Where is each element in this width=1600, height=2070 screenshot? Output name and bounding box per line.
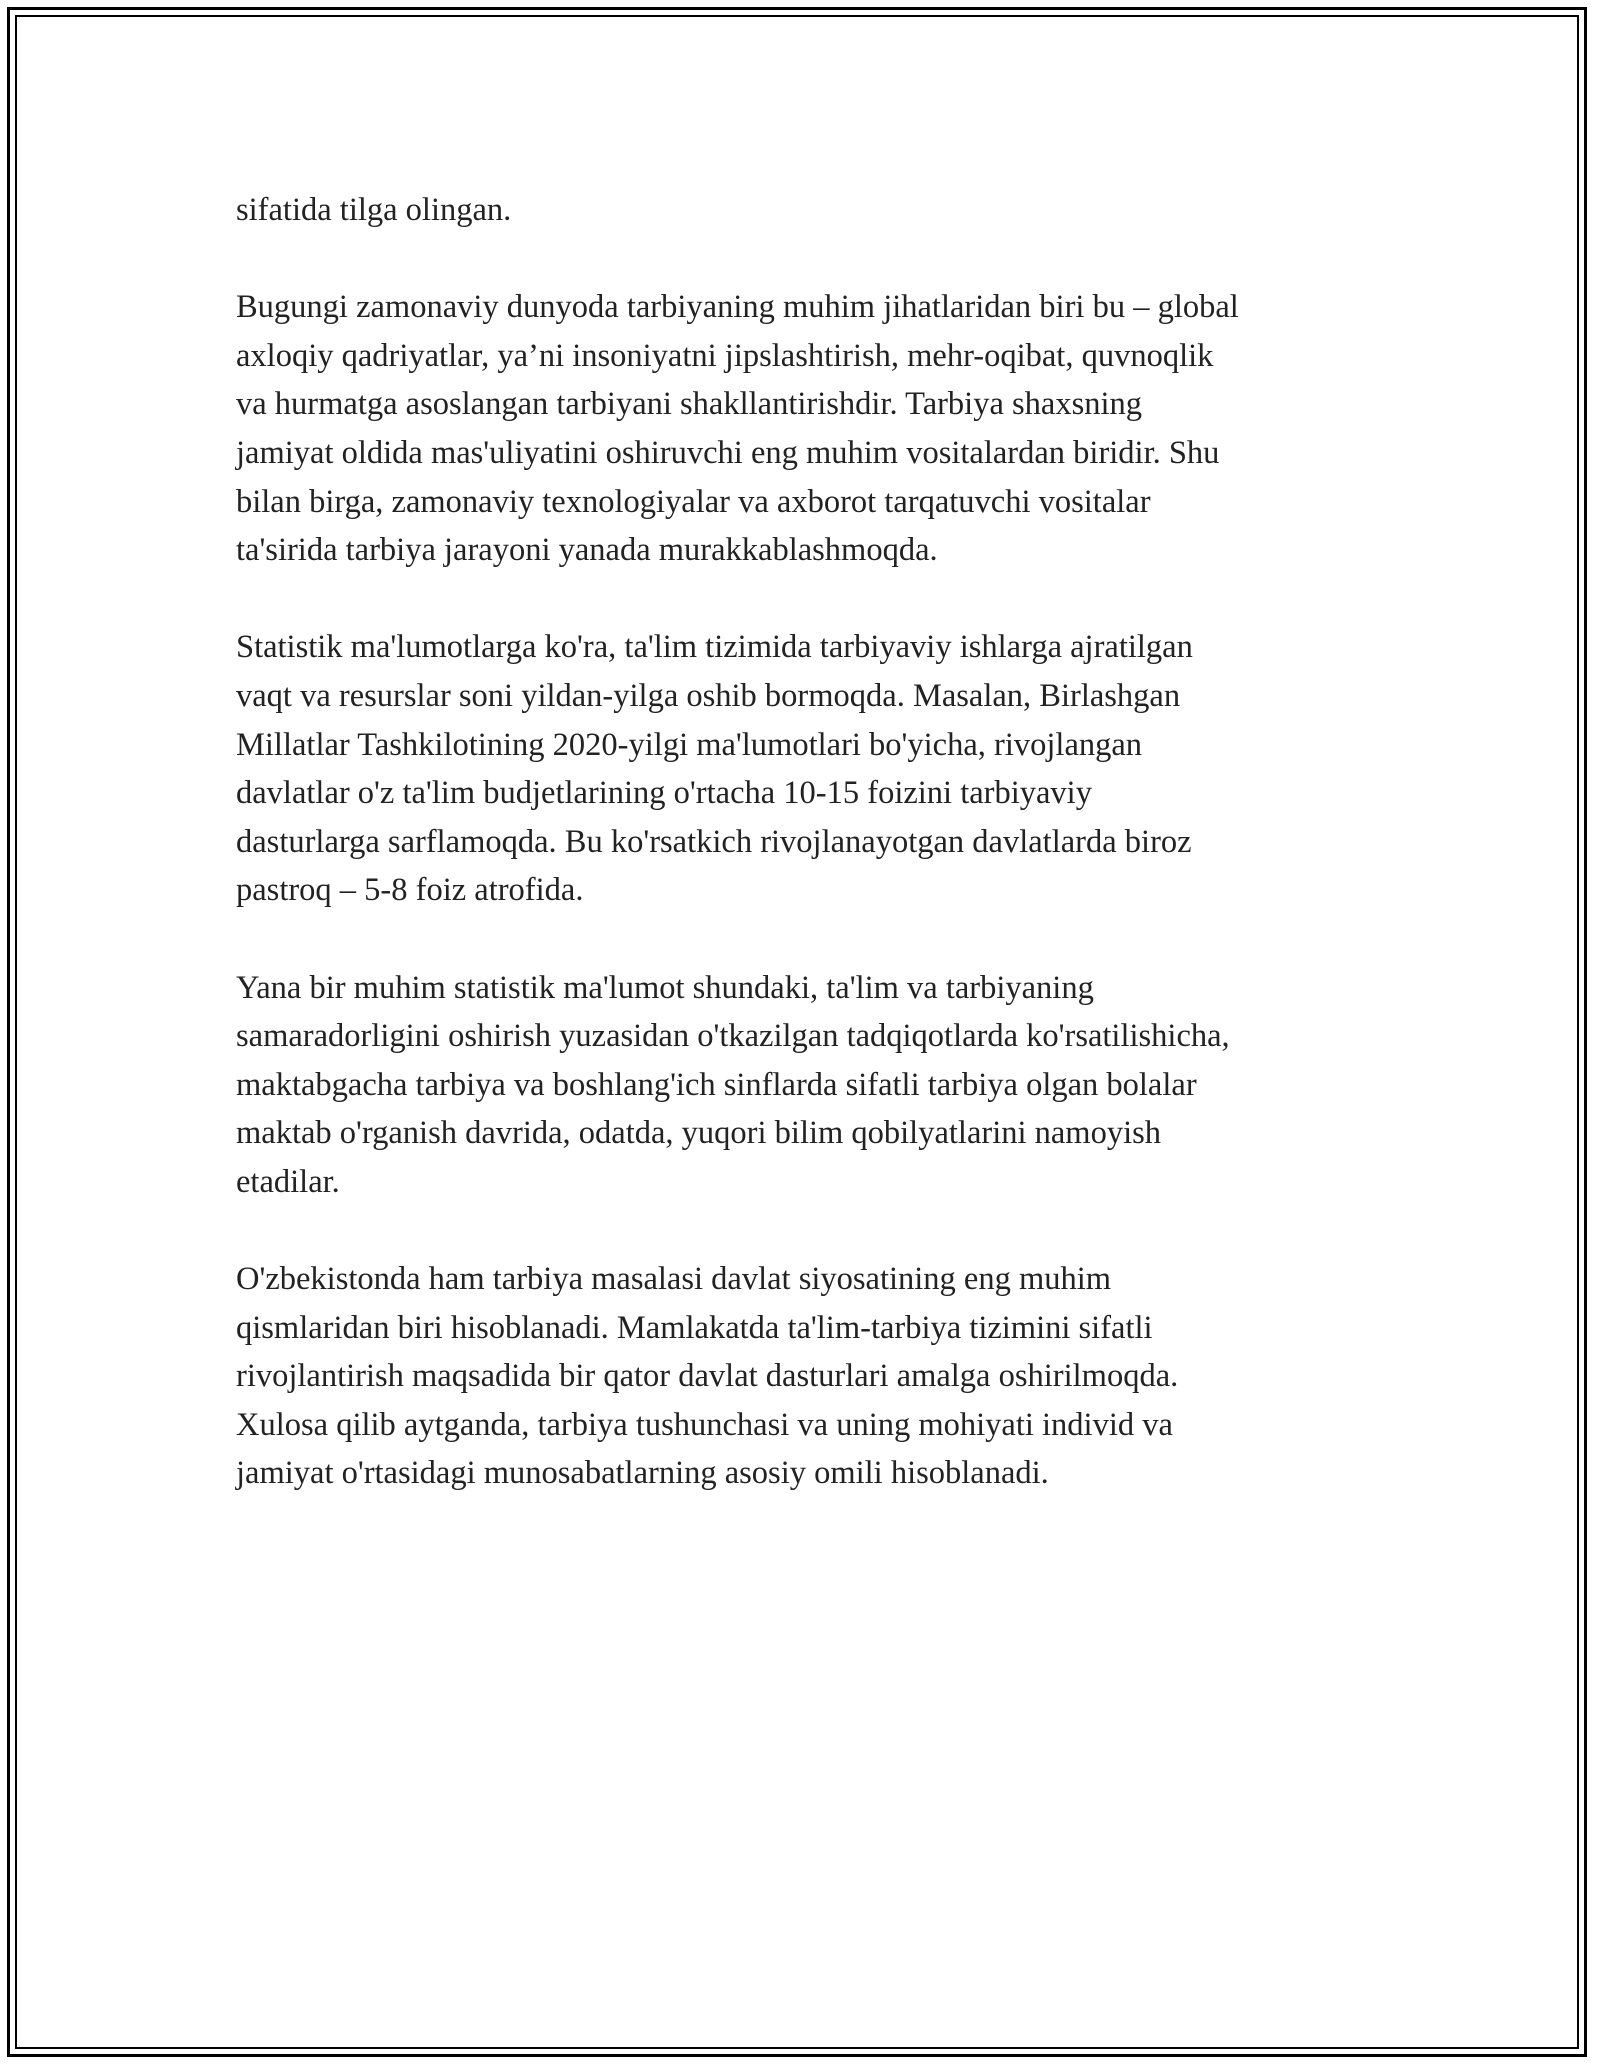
text-line: Yana bir muhim statistik ma'lumot shundaki, ta'lim va tarbiyaning [236,969,1094,1006]
paragraph-2 [236,283,1386,575]
text-line: pastroq – 5-8 foiz atrofida. [236,872,584,909]
document-body [236,186,1386,1547]
text-line: Xulosa qilib aytganda, tarbiya tushunchasi va uning mohiyati individ va [236,1406,1173,1443]
text-line: vaqt va resurslar soni yildan-yilga oshib bormoqda. Masalan, Birlashgan [236,677,1181,714]
text-line: O'zbekistonda ham tarbiya masalasi davlat siyosatining eng muhim [236,1261,1112,1298]
text-line: samaradorligini oshirish yuzasidan o'tkazilgan tadqiqotlarda ko'rsatilishicha, [236,1018,1230,1055]
text-line: Statistik ma'lumotlarga ko'ra, ta'lim tizimida tarbiyaviy ishlarga ajratilgan [236,629,1193,666]
text-line: qismlaridan biri hisoblanadi. Mamlakatda ta'lim-tarbiya tizimini sifatli [236,1309,1153,1346]
text-line: va hurmatga asoslangan tarbiyani shakllantirishdir. Tarbiya shaxsning [236,386,1143,423]
text-line: maktabgacha tarbiya va boshlang'ich sinflarda sifatli tarbiya olgan bolalar [236,1066,1197,1103]
text-line: Bugungi zamonaviy dunyoda tarbiyaning muhim jihatlaridan biri bu – global [236,289,1239,326]
text-line: sifatida tilga olingan. [236,192,512,228]
paragraph-1 [236,186,1386,235]
text-line: jamiyat oldida mas'uliyatini oshiruvchi eng muhim vositalardan biridir. Shu [236,434,1220,471]
text-line: etadilar. [236,1163,340,1200]
text-line: rivojlantirish maqsadida bir qator davlat dasturlari amalga oshirilmoqda. [236,1358,1179,1395]
text-line: ta'sirida tarbiya jarayoni yanada murakkablashmoqda. [236,532,938,569]
text-line: jamiyat o'rtasidagi munosabatlarning asosiy omili hisoblanadi. [236,1455,1049,1492]
paragraph-5 [236,1255,1386,1498]
text-line: axloqiy qadriyatlar, ya’ni insoniyatni jipslashtirish, mehr-oqibat, quvnoqlik [236,337,1214,374]
text-line: Millatlar Tashkilotining 2020-yilgi ma'lumotlari bo'yicha, rivojlangan [236,726,1143,763]
text-line: bilan birga, zamonaviy texnologiyalar va axborot tarqatuvchi vositalar [236,483,1151,520]
paragraph-4 [236,964,1386,1207]
text-line: davlatlar o'z ta'lim budjetlarining o'rtacha 10-15 foizini tarbiyaviy [236,775,1092,812]
text-line: dasturlarga sarflamoqda. Bu ko'rsatkich rivojlanayotgan davlatlarda biroz [236,823,1192,860]
text-line: maktab o'rganish davrida, odatda, yuqori bilim qobilyatlarini namoyish [236,1115,1162,1152]
paragraph-3 [236,623,1386,915]
